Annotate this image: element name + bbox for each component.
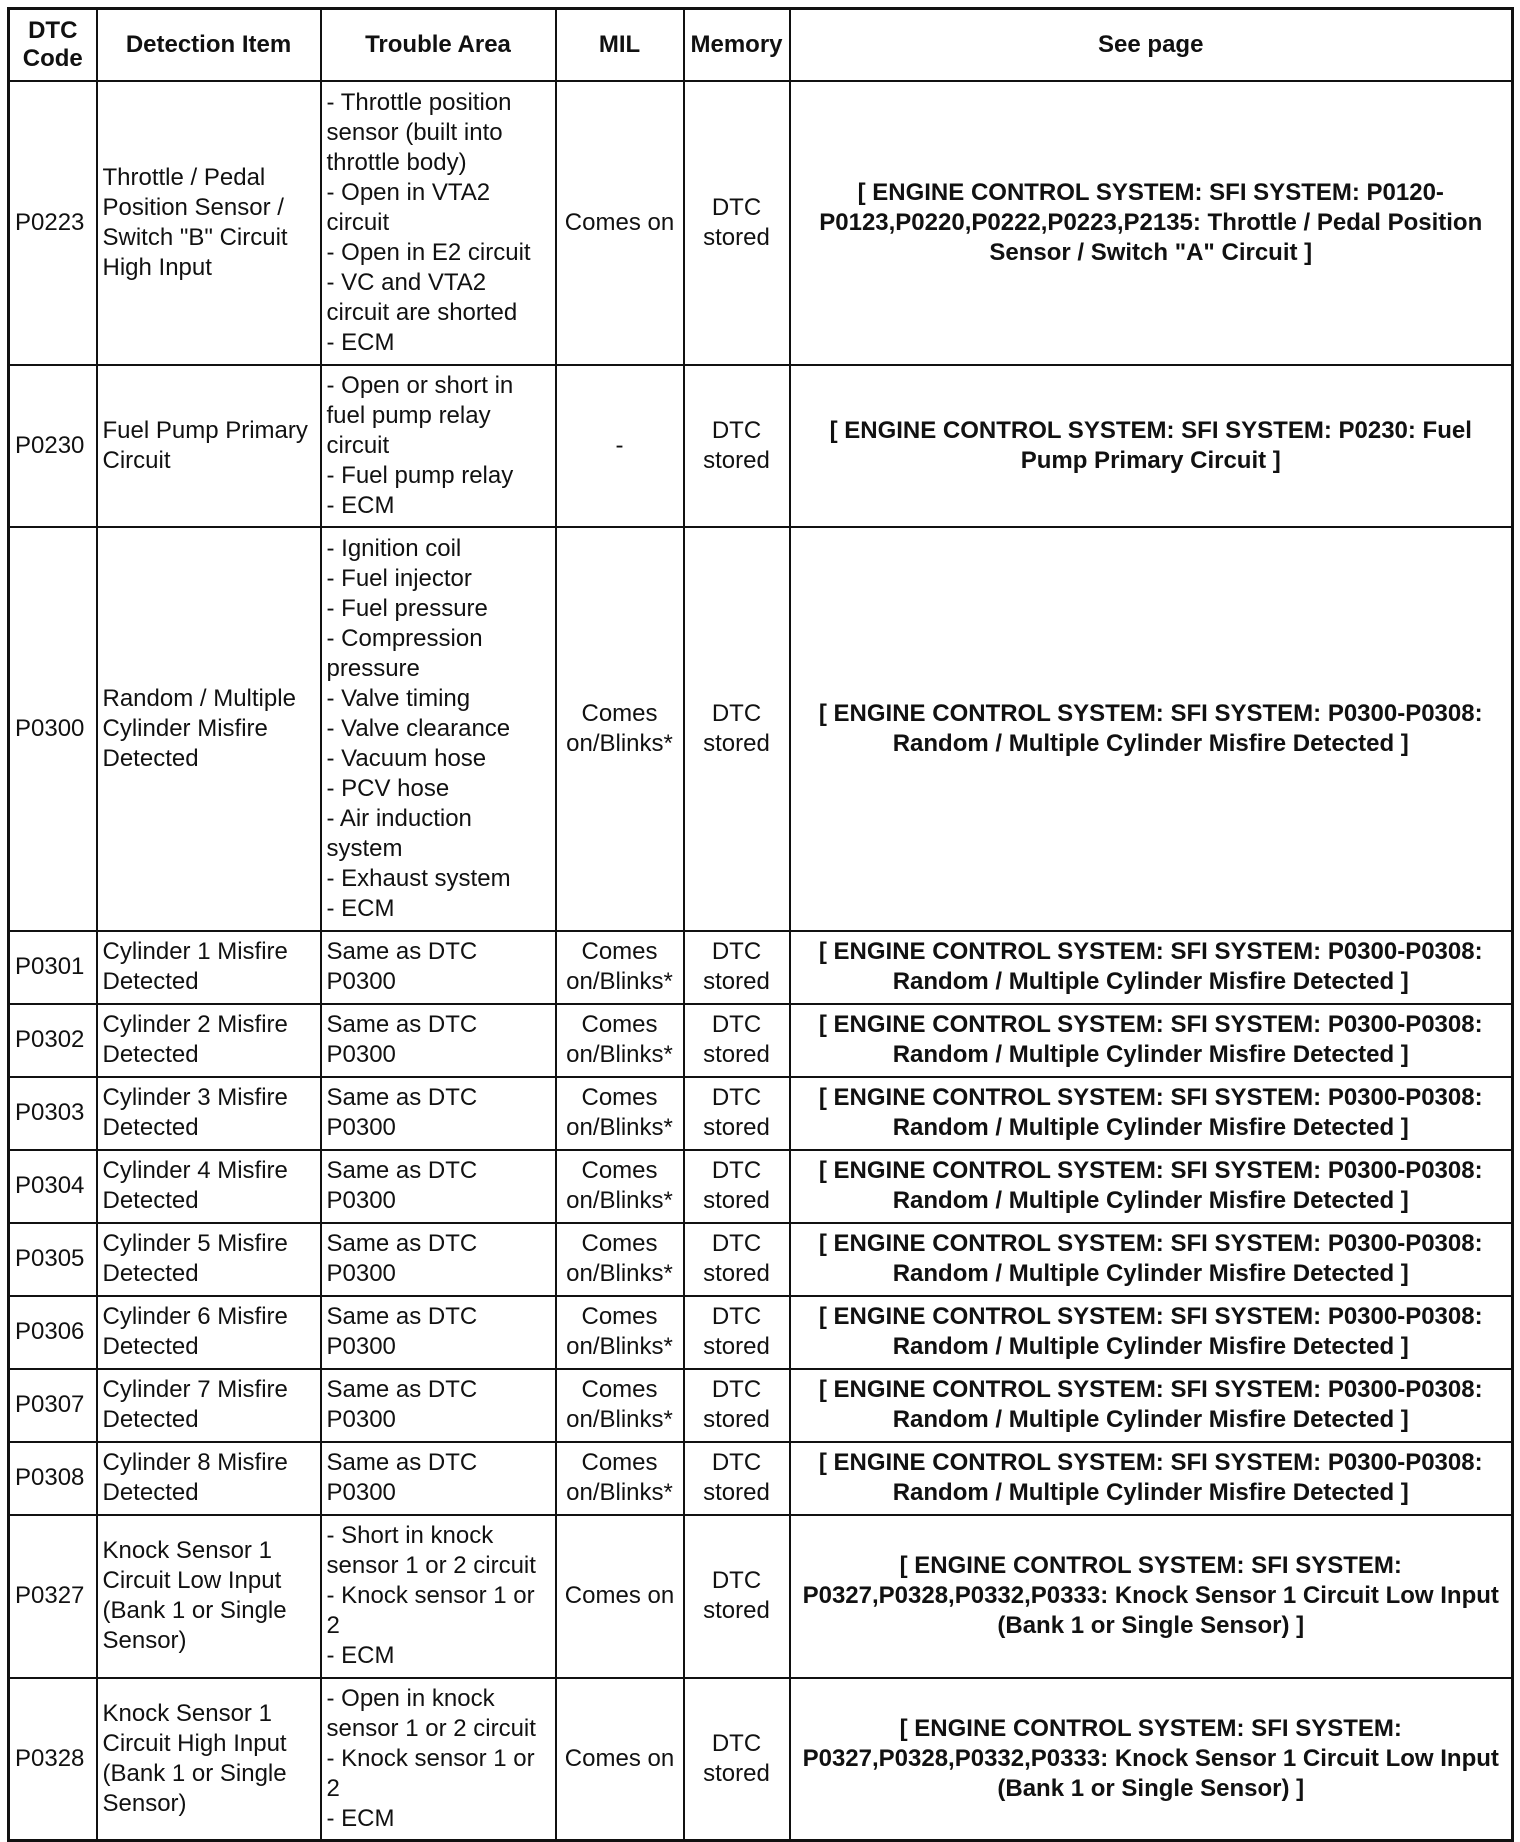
trouble-area-cell: - Short in knock sensor 1 or 2 circuit - Knock sensor 1 or 2 - ECM	[321, 1515, 556, 1678]
trouble-area-cell: Same as DTC P0300	[321, 931, 556, 1004]
table-row	[9, 1442, 1513, 1515]
see-page-link[interactable]: [ ENGINE CONTROL SYSTEM: SFI SYSTEM: P0300-P0308: Random / Multiple Cylinder Misfire Detected ]	[790, 1369, 1513, 1442]
header-trouble-area: Trouble Area	[321, 9, 556, 81]
detection-item-cell: Cylinder 5 Misfire Detected	[97, 1223, 321, 1296]
table-row	[9, 1296, 1513, 1369]
memory-cell: DTC stored	[684, 81, 790, 365]
table-row	[9, 1223, 1513, 1296]
dtc-code-cell: P0304	[9, 1150, 97, 1223]
memory-cell: DTC stored	[684, 1223, 790, 1296]
detection-item-cell: Fuel Pump Primary Circuit	[97, 365, 321, 527]
see-page-link[interactable]: [ ENGINE CONTROL SYSTEM: SFI SYSTEM: P0300-P0308: Random / Multiple Cylinder Misfire Detected ]	[790, 1223, 1513, 1296]
memory-cell: DTC stored	[684, 931, 790, 1004]
trouble-area-cell: Same as DTC P0300	[321, 1150, 556, 1223]
see-page-link[interactable]: [ ENGINE CONTROL SYSTEM: SFI SYSTEM: P0300-P0308: Random / Multiple Cylinder Misfire Detected ]	[790, 1150, 1513, 1223]
trouble-area-cell: Same as DTC P0300	[321, 1442, 556, 1515]
header-memory: Memory	[684, 9, 790, 81]
trouble-area-cell: Same as DTC P0300	[321, 1077, 556, 1150]
table-row	[9, 931, 1513, 1004]
dtc-code-cell: P0307	[9, 1369, 97, 1442]
dtc-code-cell: P0305	[9, 1223, 97, 1296]
detection-item-cell: Cylinder 3 Misfire Detected	[97, 1077, 321, 1150]
table-row	[9, 1369, 1513, 1442]
see-page-link[interactable]: [ ENGINE CONTROL SYSTEM: SFI SYSTEM: P0300-P0308: Random / Multiple Cylinder Misfire Detected ]	[790, 1077, 1513, 1150]
detection-item-cell: Cylinder 4 Misfire Detected	[97, 1150, 321, 1223]
table-row	[9, 1678, 1513, 1841]
dtc-code-cell: P0327	[9, 1515, 97, 1678]
trouble-area-cell: - Ignition coil - Fuel injector - Fuel pressure - Compression pressure - Valve timing - Valve clearance - Vacuum hose - PCV hose - Air induction system - Exhaust system - ECM	[321, 527, 556, 931]
mil-cell: Comes on/Blinks*	[556, 1150, 684, 1223]
see-page-link[interactable]: [ ENGINE CONTROL SYSTEM: SFI SYSTEM: P0230: Fuel Pump Primary Circuit ]	[790, 365, 1513, 527]
table-row	[9, 1515, 1513, 1678]
see-page-link[interactable]: [ ENGINE CONTROL SYSTEM: SFI SYSTEM: P0120-P0123,P0220,P0222,P0223,P2135: Throttle / Pedal Position Sensor / Switch "A" Circuit ]	[790, 81, 1513, 365]
mil-cell: Comes on/Blinks*	[556, 1296, 684, 1369]
dtc-code-cell: P0303	[9, 1077, 97, 1150]
header-dtc-code: DTC Code	[9, 9, 97, 81]
dtc-code-cell: P0308	[9, 1442, 97, 1515]
memory-cell: DTC stored	[684, 527, 790, 931]
detection-item-cell: Knock Sensor 1 Circuit Low Input (Bank 1 or Single Sensor)	[97, 1515, 321, 1678]
mil-cell: Comes on	[556, 1515, 684, 1678]
mil-cell: Comes on/Blinks*	[556, 1077, 684, 1150]
dtc-code-cell: P0306	[9, 1296, 97, 1369]
trouble-area-cell: - Throttle position sensor (built into throttle body) - Open in VTA2 circuit - Open in E2 circuit - VC and VTA2 circuit are shorted - ECM	[321, 81, 556, 365]
trouble-area-cell: Same as DTC P0300	[321, 1369, 556, 1442]
see-page-link[interactable]: [ ENGINE CONTROL SYSTEM: SFI SYSTEM: P0327,P0328,P0332,P0333: Knock Sensor 1 Circuit Low Input (Bank 1 or Single Sensor) ]	[790, 1515, 1513, 1678]
mil-cell: Comes on/Blinks*	[556, 1369, 684, 1442]
see-page-link[interactable]: [ ENGINE CONTROL SYSTEM: SFI SYSTEM: P0300-P0308: Random / Multiple Cylinder Misfire Detected ]	[790, 527, 1513, 931]
dtc-code-cell: P0300	[9, 527, 97, 931]
detection-item-cell: Throttle / Pedal Position Sensor / Switch "B" Circuit High Input	[97, 81, 321, 365]
see-page-link[interactable]: [ ENGINE CONTROL SYSTEM: SFI SYSTEM: P0327,P0328,P0332,P0333: Knock Sensor 1 Circuit Low Input (Bank 1 or Single Sensor) ]	[790, 1678, 1513, 1841]
mil-cell: Comes on	[556, 1678, 684, 1841]
mil-cell: Comes on/Blinks*	[556, 1223, 684, 1296]
memory-cell: DTC stored	[684, 1150, 790, 1223]
detection-item-cell: Cylinder 2 Misfire Detected	[97, 1004, 321, 1077]
header-see-page: See page	[790, 9, 1513, 81]
memory-cell: DTC stored	[684, 1442, 790, 1515]
dtc-code-cell: P0230	[9, 365, 97, 527]
header-mil: MIL	[556, 9, 684, 81]
table-row	[9, 1004, 1513, 1077]
trouble-area-cell: Same as DTC P0300	[321, 1223, 556, 1296]
memory-cell: DTC stored	[684, 1678, 790, 1841]
detection-item-cell: Cylinder 7 Misfire Detected	[97, 1369, 321, 1442]
mil-cell: Comes on	[556, 81, 684, 365]
detection-item-cell: Knock Sensor 1 Circuit High Input (Bank 1 or Single Sensor)	[97, 1678, 321, 1841]
dtc-table	[7, 7, 1514, 1842]
table-row	[9, 81, 1513, 365]
memory-cell: DTC stored	[684, 1077, 790, 1150]
detection-item-cell: Cylinder 1 Misfire Detected	[97, 931, 321, 1004]
memory-cell: DTC stored	[684, 1296, 790, 1369]
memory-cell: DTC stored	[684, 1004, 790, 1077]
mil-cell: -	[556, 365, 684, 527]
detection-item-cell: Random / Multiple Cylinder Misfire Detected	[97, 527, 321, 931]
table-row	[9, 527, 1513, 931]
memory-cell: DTC stored	[684, 1515, 790, 1678]
detection-item-cell: Cylinder 6 Misfire Detected	[97, 1296, 321, 1369]
table-row	[9, 1150, 1513, 1223]
dtc-code-cell: P0328	[9, 1678, 97, 1841]
trouble-area-cell: Same as DTC P0300	[321, 1296, 556, 1369]
table-row	[9, 365, 1513, 527]
see-page-link[interactable]: [ ENGINE CONTROL SYSTEM: SFI SYSTEM: P0300-P0308: Random / Multiple Cylinder Misfire Detected ]	[790, 1004, 1513, 1077]
mil-cell: Comes on/Blinks*	[556, 527, 684, 931]
memory-cell: DTC stored	[684, 1369, 790, 1442]
dtc-code-cell: P0301	[9, 931, 97, 1004]
trouble-area-cell: - Open or short in fuel pump relay circuit - Fuel pump relay - ECM	[321, 365, 556, 527]
see-page-link[interactable]: [ ENGINE CONTROL SYSTEM: SFI SYSTEM: P0300-P0308: Random / Multiple Cylinder Misfire Detected ]	[790, 931, 1513, 1004]
see-page-link[interactable]: [ ENGINE CONTROL SYSTEM: SFI SYSTEM: P0300-P0308: Random / Multiple Cylinder Misfire Detected ]	[790, 1442, 1513, 1515]
dtc-code-cell: P0302	[9, 1004, 97, 1077]
mil-cell: Comes on/Blinks*	[556, 931, 684, 1004]
memory-cell: DTC stored	[684, 365, 790, 527]
trouble-area-cell: Same as DTC P0300	[321, 1004, 556, 1077]
header-detection-item: Detection Item	[97, 9, 321, 81]
detection-item-cell: Cylinder 8 Misfire Detected	[97, 1442, 321, 1515]
trouble-area-cell: - Open in knock sensor 1 or 2 circuit - Knock sensor 1 or 2 - ECM	[321, 1678, 556, 1841]
mil-cell: Comes on/Blinks*	[556, 1004, 684, 1077]
header-row	[9, 9, 1513, 81]
see-page-link[interactable]: [ ENGINE CONTROL SYSTEM: SFI SYSTEM: P0300-P0308: Random / Multiple Cylinder Misfire Detected ]	[790, 1296, 1513, 1369]
dtc-code-cell: P0223	[9, 81, 97, 365]
mil-cell: Comes on/Blinks*	[556, 1442, 684, 1515]
table-row	[9, 1077, 1513, 1150]
